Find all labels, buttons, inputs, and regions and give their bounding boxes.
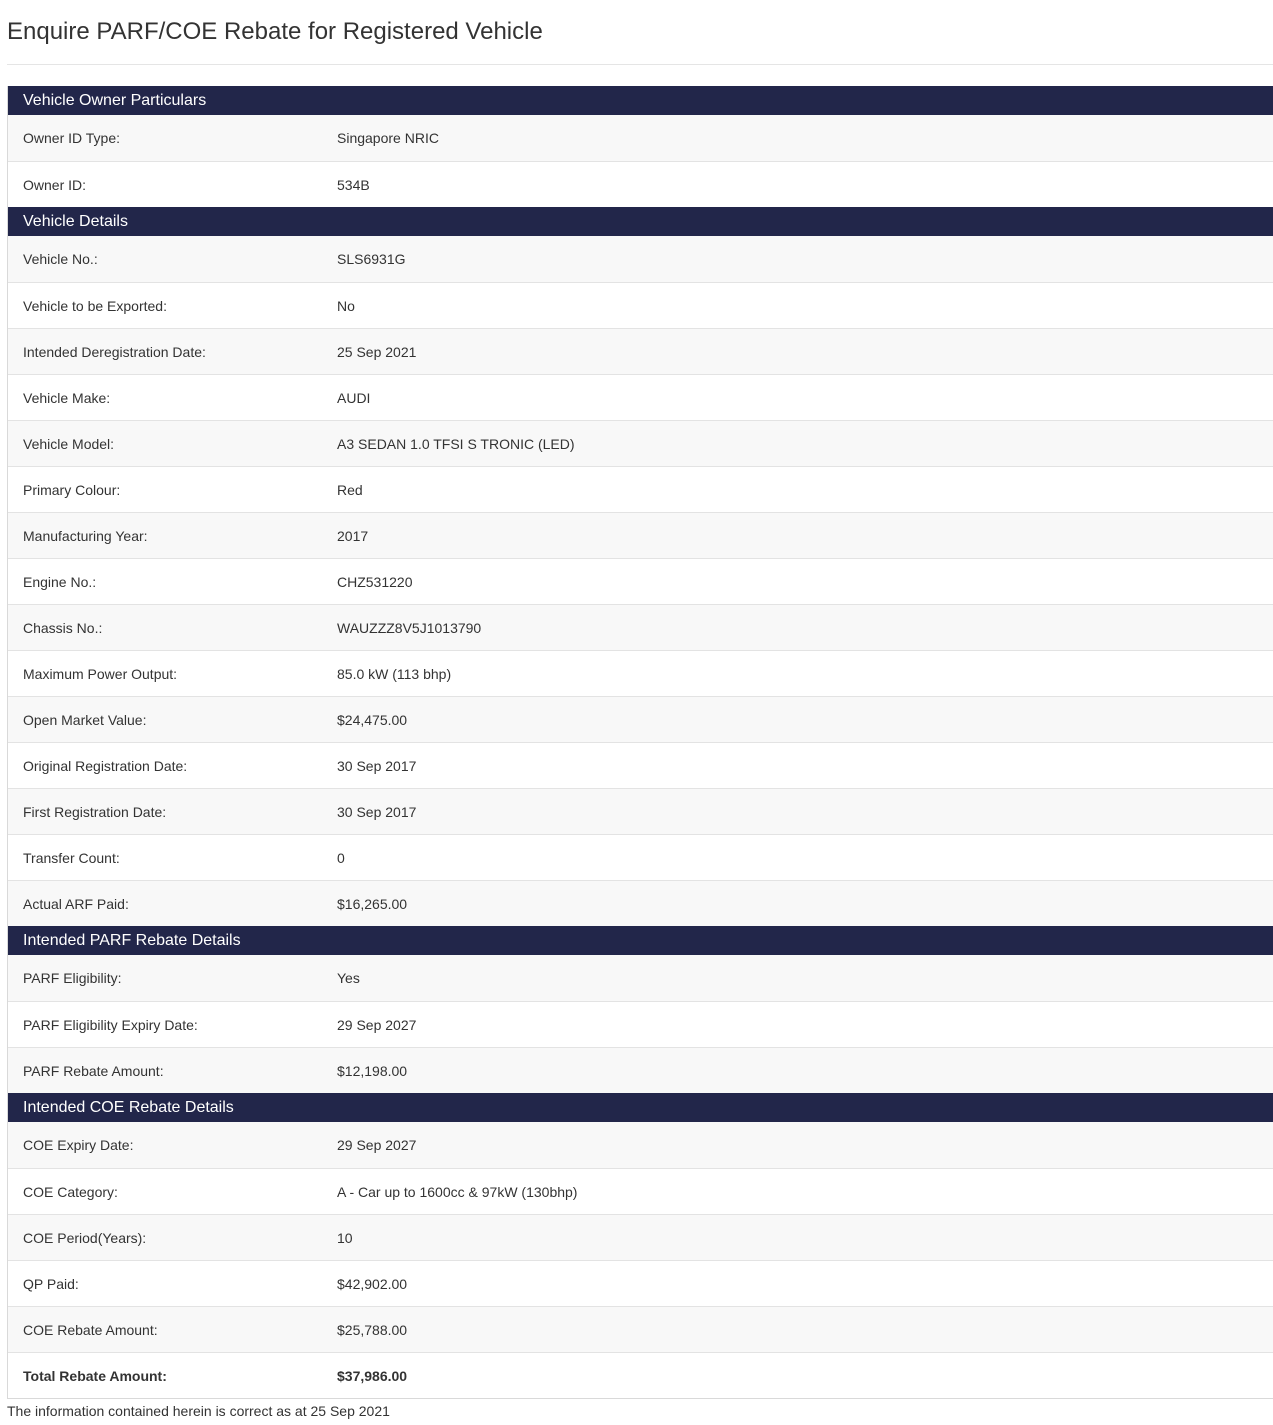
row-value: 2017 — [337, 527, 369, 544]
row-label: Primary Colour: — [23, 481, 121, 498]
section-header-owner-particulars: Vehicle Owner Particulars — [8, 86, 1273, 115]
table-row — [8, 604, 1273, 650]
row-label: PARF Eligibility: — [23, 970, 122, 986]
row-label: First Registration Date: — [23, 803, 167, 820]
table-row — [8, 328, 1273, 374]
row-label: COE Period(Years): — [23, 1229, 147, 1246]
row-label: PARF Eligibility Expiry Date: — [23, 1016, 198, 1033]
row-value: 30 Sep 2017 — [337, 803, 417, 820]
table-row — [8, 1122, 1273, 1168]
data-accuracy-footnote: The information contained herein is correct as at 25 Sep 2021 — [7, 1403, 390, 1419]
table-row — [8, 558, 1273, 604]
total-rebate-label: Total Rebate Amount: — [23, 1367, 167, 1384]
row-label: Intended Deregistration Date: — [23, 343, 206, 360]
table-row — [8, 1306, 1273, 1352]
row-value: 30 Sep 2017 — [337, 757, 417, 774]
row-label: PARF Rebate Amount: — [23, 1062, 164, 1079]
section-header-coe-rebate: Intended COE Rebate Details — [8, 1093, 1273, 1122]
table-row — [8, 788, 1273, 834]
section-header-parf-rebate: Intended PARF Rebate Details — [8, 926, 1273, 955]
row-value: $16,265.00 — [337, 895, 408, 912]
row-value: 29 Sep 2027 — [337, 1137, 417, 1153]
row-value: No — [337, 297, 355, 314]
table-row — [8, 650, 1273, 696]
row-label: Manufacturing Year: — [23, 527, 148, 544]
table-row — [8, 115, 1273, 161]
row-value: $12,198.00 — [337, 1062, 408, 1079]
table-row — [8, 420, 1273, 466]
row-value: SLS6931G — [337, 251, 406, 267]
row-label: COE Category: — [23, 1183, 118, 1200]
row-value: 0 — [337, 849, 345, 866]
row-label: Vehicle No.: — [23, 251, 98, 267]
table-row — [8, 282, 1273, 328]
table-row — [8, 1168, 1273, 1214]
row-value: AUDI — [337, 389, 371, 406]
row-label: Original Registration Date: — [23, 757, 188, 774]
table-row — [8, 1214, 1273, 1260]
row-label: Engine No.: — [23, 573, 97, 590]
table-row — [8, 466, 1273, 512]
row-label: Actual ARF Paid: — [23, 895, 129, 912]
row-value: A3 SEDAN 1.0 TFSI S TRONIC (LED) — [337, 435, 575, 452]
table-row — [8, 834, 1273, 880]
rebate-details-panel — [7, 86, 1273, 1399]
row-value: A - Car up to 1600cc & 97kW (130bhp) — [337, 1183, 578, 1200]
table-row — [8, 512, 1273, 558]
table-row — [8, 1001, 1273, 1047]
row-label: Transfer Count: — [23, 849, 120, 866]
row-value: CHZ531220 — [337, 573, 413, 590]
section-header-vehicle-details: Vehicle Details — [8, 207, 1273, 236]
table-row — [8, 374, 1273, 420]
row-label: Open Market Value: — [23, 711, 147, 728]
row-label: Vehicle Make: — [23, 389, 111, 406]
row-label: COE Expiry Date: — [23, 1137, 134, 1153]
row-label: Chassis No.: — [23, 619, 103, 636]
row-value: $25,788.00 — [337, 1321, 408, 1338]
row-value: $24,475.00 — [337, 711, 408, 728]
table-row — [8, 1047, 1273, 1093]
row-label: Maximum Power Output: — [23, 665, 178, 682]
title-divider — [7, 64, 1273, 65]
total-rebate-value: $37,986.00 — [337, 1367, 408, 1384]
table-row — [8, 742, 1273, 788]
row-label: QP Paid: — [23, 1275, 79, 1292]
table-row — [8, 161, 1273, 207]
row-label: Vehicle to be Exported: — [23, 297, 167, 314]
row-label: COE Rebate Amount: — [23, 1321, 158, 1338]
table-row — [8, 696, 1273, 742]
total-rebate-row — [8, 1352, 1273, 1398]
row-value: 534B — [337, 176, 370, 193]
row-value: $42,902.00 — [337, 1275, 408, 1292]
row-value: Yes — [337, 970, 360, 986]
row-value: WAUZZZ8V5J1013790 — [337, 619, 482, 636]
table-row — [8, 1260, 1273, 1306]
row-label: Vehicle Model: — [23, 435, 115, 452]
row-value: 25 Sep 2021 — [337, 343, 417, 360]
page-title: Enquire PARF/COE Rebate for Registered Vehicle — [7, 18, 543, 45]
row-value: Red — [337, 481, 363, 498]
table-row — [8, 955, 1273, 1001]
row-value: Singapore NRIC — [337, 130, 439, 146]
row-label: Owner ID: — [23, 176, 87, 193]
table-row — [8, 236, 1273, 282]
row-value: 85.0 kW (113 bhp) — [337, 665, 452, 682]
row-value: 29 Sep 2027 — [337, 1016, 417, 1033]
row-label: Owner ID Type: — [23, 130, 121, 146]
table-row — [8, 880, 1273, 926]
row-value: 10 — [337, 1229, 353, 1246]
